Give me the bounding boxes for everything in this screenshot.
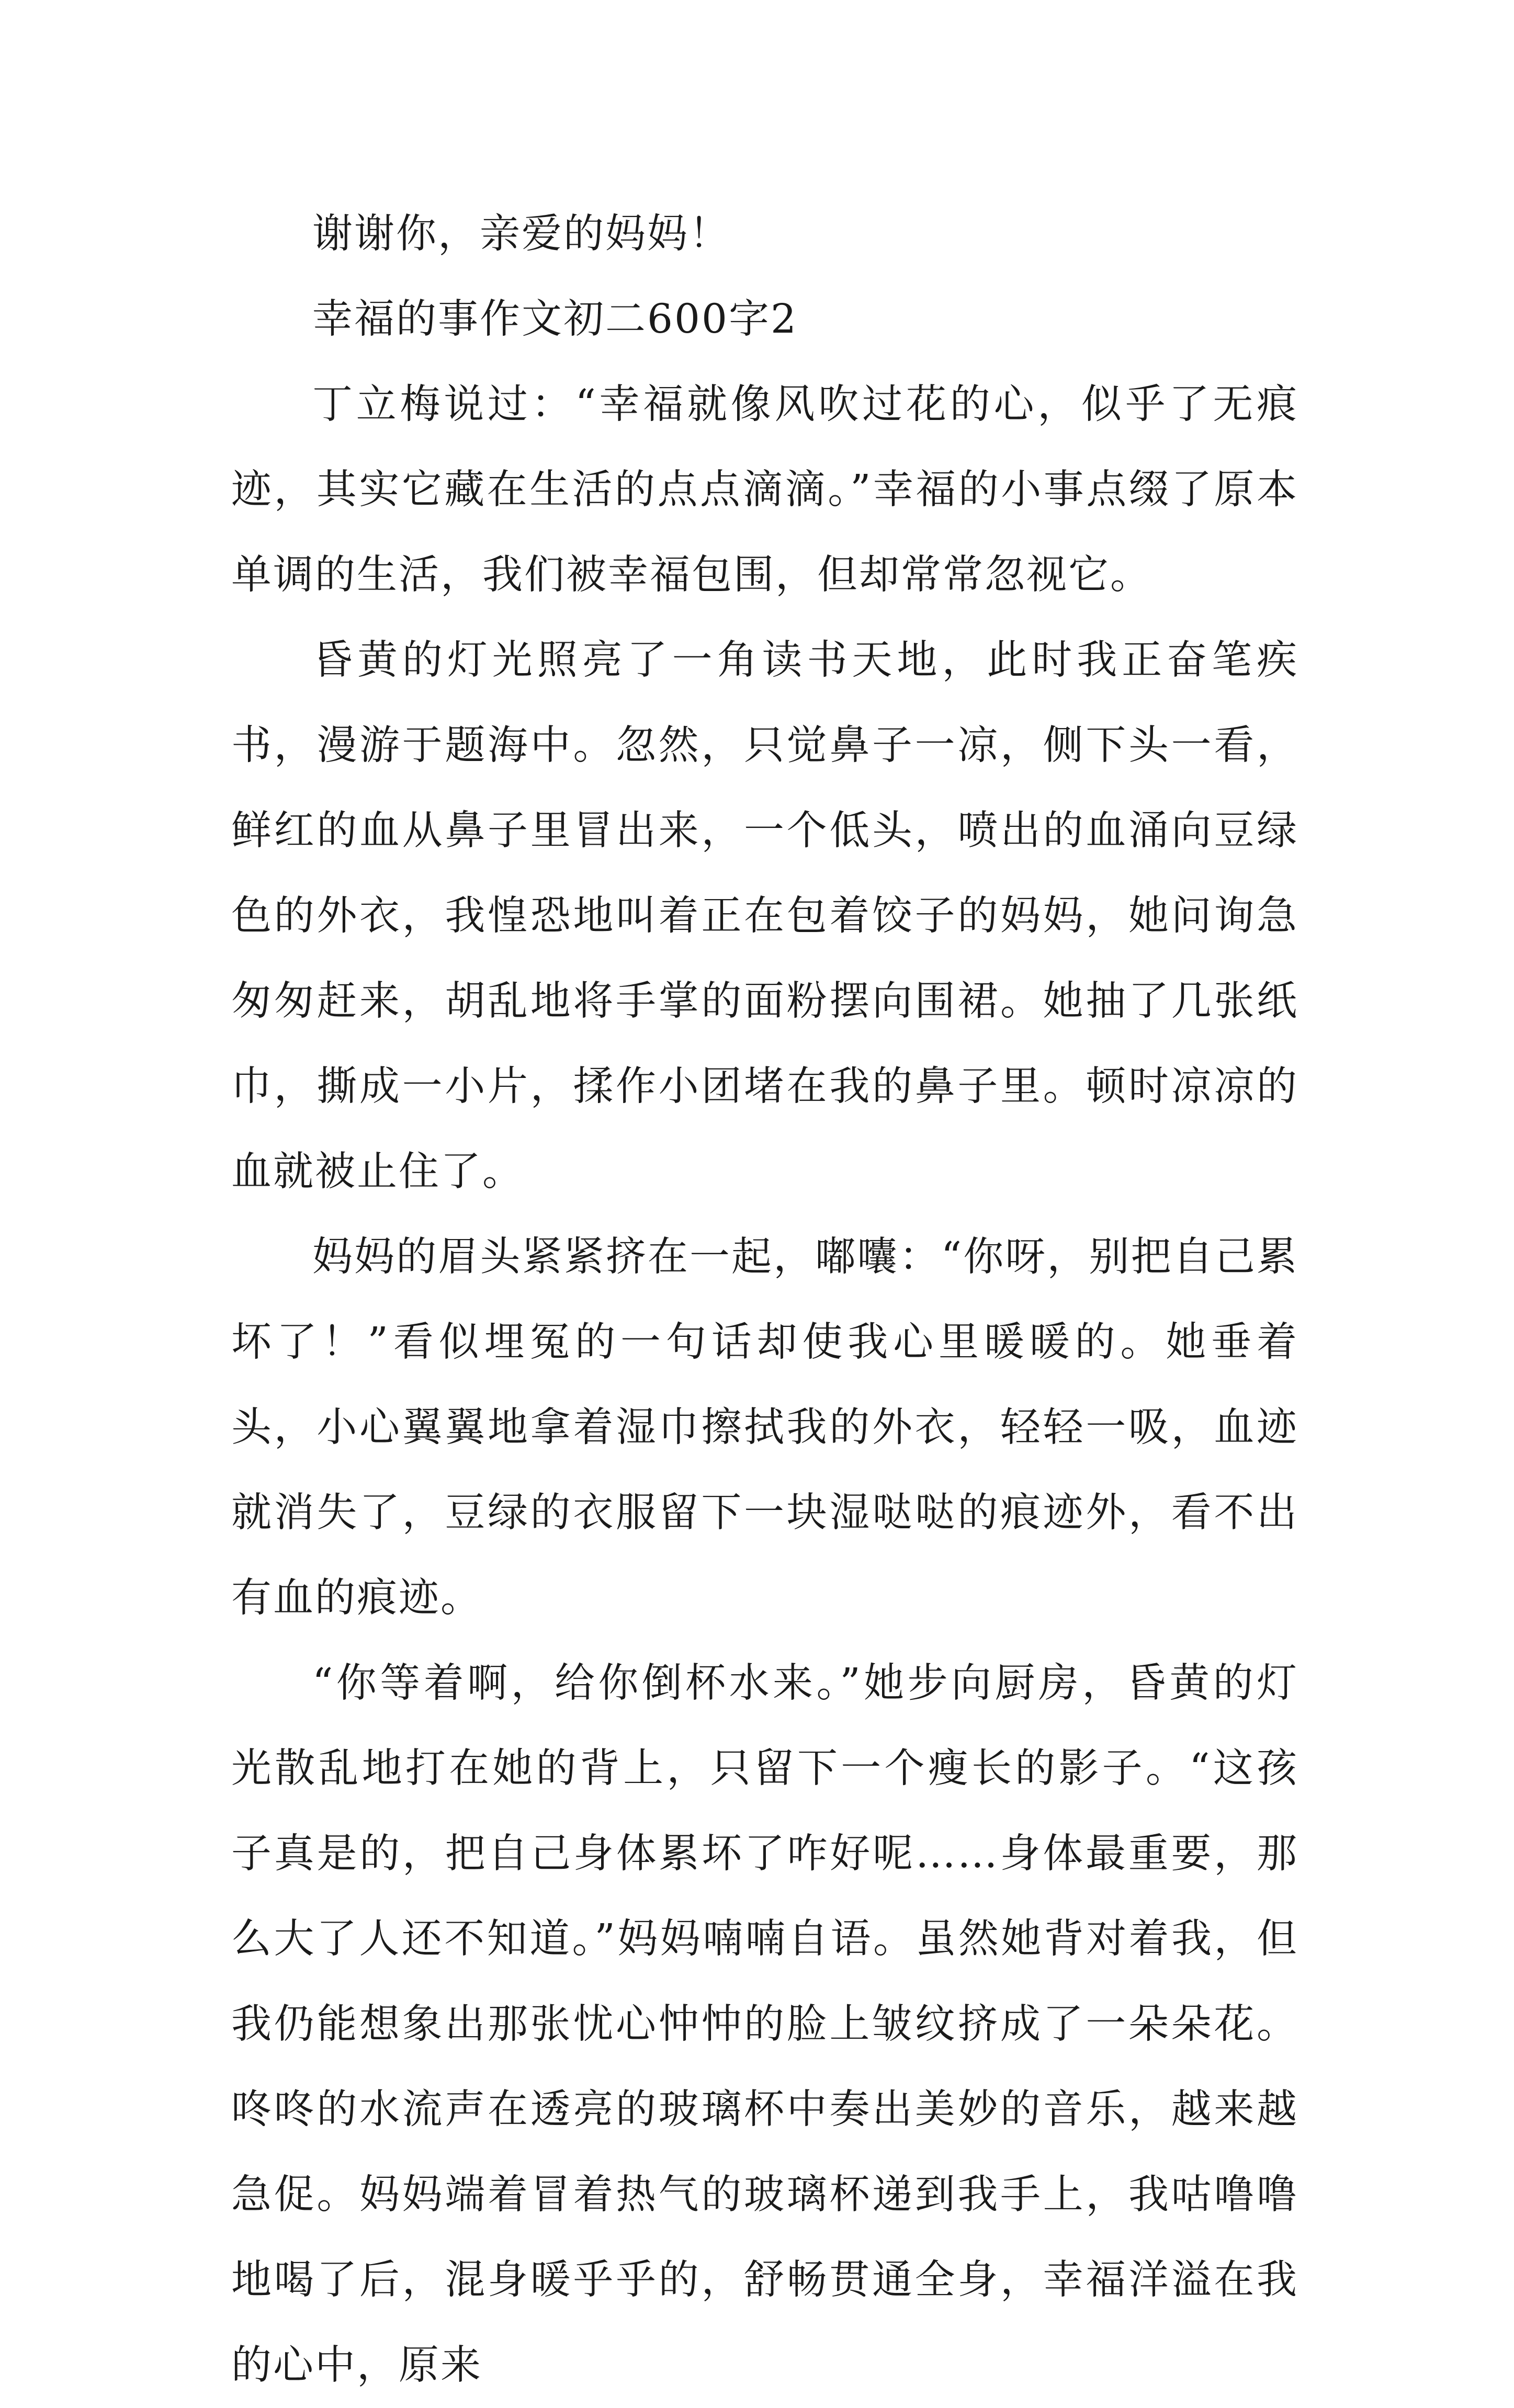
closing-line: 谢谢你，亲爱的妈妈！ bbox=[312, 211, 731, 257]
document-body bbox=[231, 191, 1298, 2408]
paragraph: 妈妈的眉头紧紧挤在一起，嘟囔：“你呀，别把自己累坏了！”看似埋冤的一句话却使我心里暖暖的。她垂着头，小心翼翼地拿着湿巾擦拭我的外衣，轻轻一吸，血迹就消失了，豆绿的衣服留下一块湿哒哒的痕迹外，看不出有血的痕迹。 bbox=[231, 1234, 1298, 1621]
paragraph: 丁立梅说过：“幸福就像风吹过花的心，似乎了无痕迹，其实它藏在生活的点点滴滴。”幸福的小事点缀了原本单调的生活，我们被幸福包围，但却常常忽视它。 bbox=[231, 381, 1298, 598]
essay-title: 幸福的事作文初二600字2 bbox=[312, 296, 798, 343]
paragraph: 昏黄的灯光照亮了一角读书天地，此时我正奋笔疾书，漫游于题海中。忽然，只觉鼻子一凉，侧下头一看，鲜红的血从鼻子里冒出来，一个低头，喷出的血涌向豆绿色的外衣，我惶恐地叫着正在包着饺子的妈妈，她问询急匆匆赶来，胡乱地将手掌的面粉摆向围裙。她抽了几张纸巾，撕成一小片，揉作小团堵在我的鼻子里。顿时凉凉的血就被止住了。 bbox=[231, 637, 1298, 1195]
paragraph: “你等着啊，给你倒杯水来。”她步向厨房，昏黄的灯光散乱地打在她的背上，只留下一个瘦长的影子。“这孩子真是的，把自己身体累坏了咋好呢……身体最重要，那么大了人还不知道。”妈妈喃喃自语。虽然她背对着我，但我仍能想象出那张忧心忡忡的脸上皱纹挤成了一朵朵花。咚咚的水流声在透亮的玻璃杯中奏出美妙的音乐，越来越急促。妈妈端着冒着热气的玻璃杯递到我手上，我咕噜噜地喝了后，混身暖乎乎的，舒畅贯通全身，幸福洋溢在我的心中，原来 bbox=[231, 1660, 1298, 2389]
